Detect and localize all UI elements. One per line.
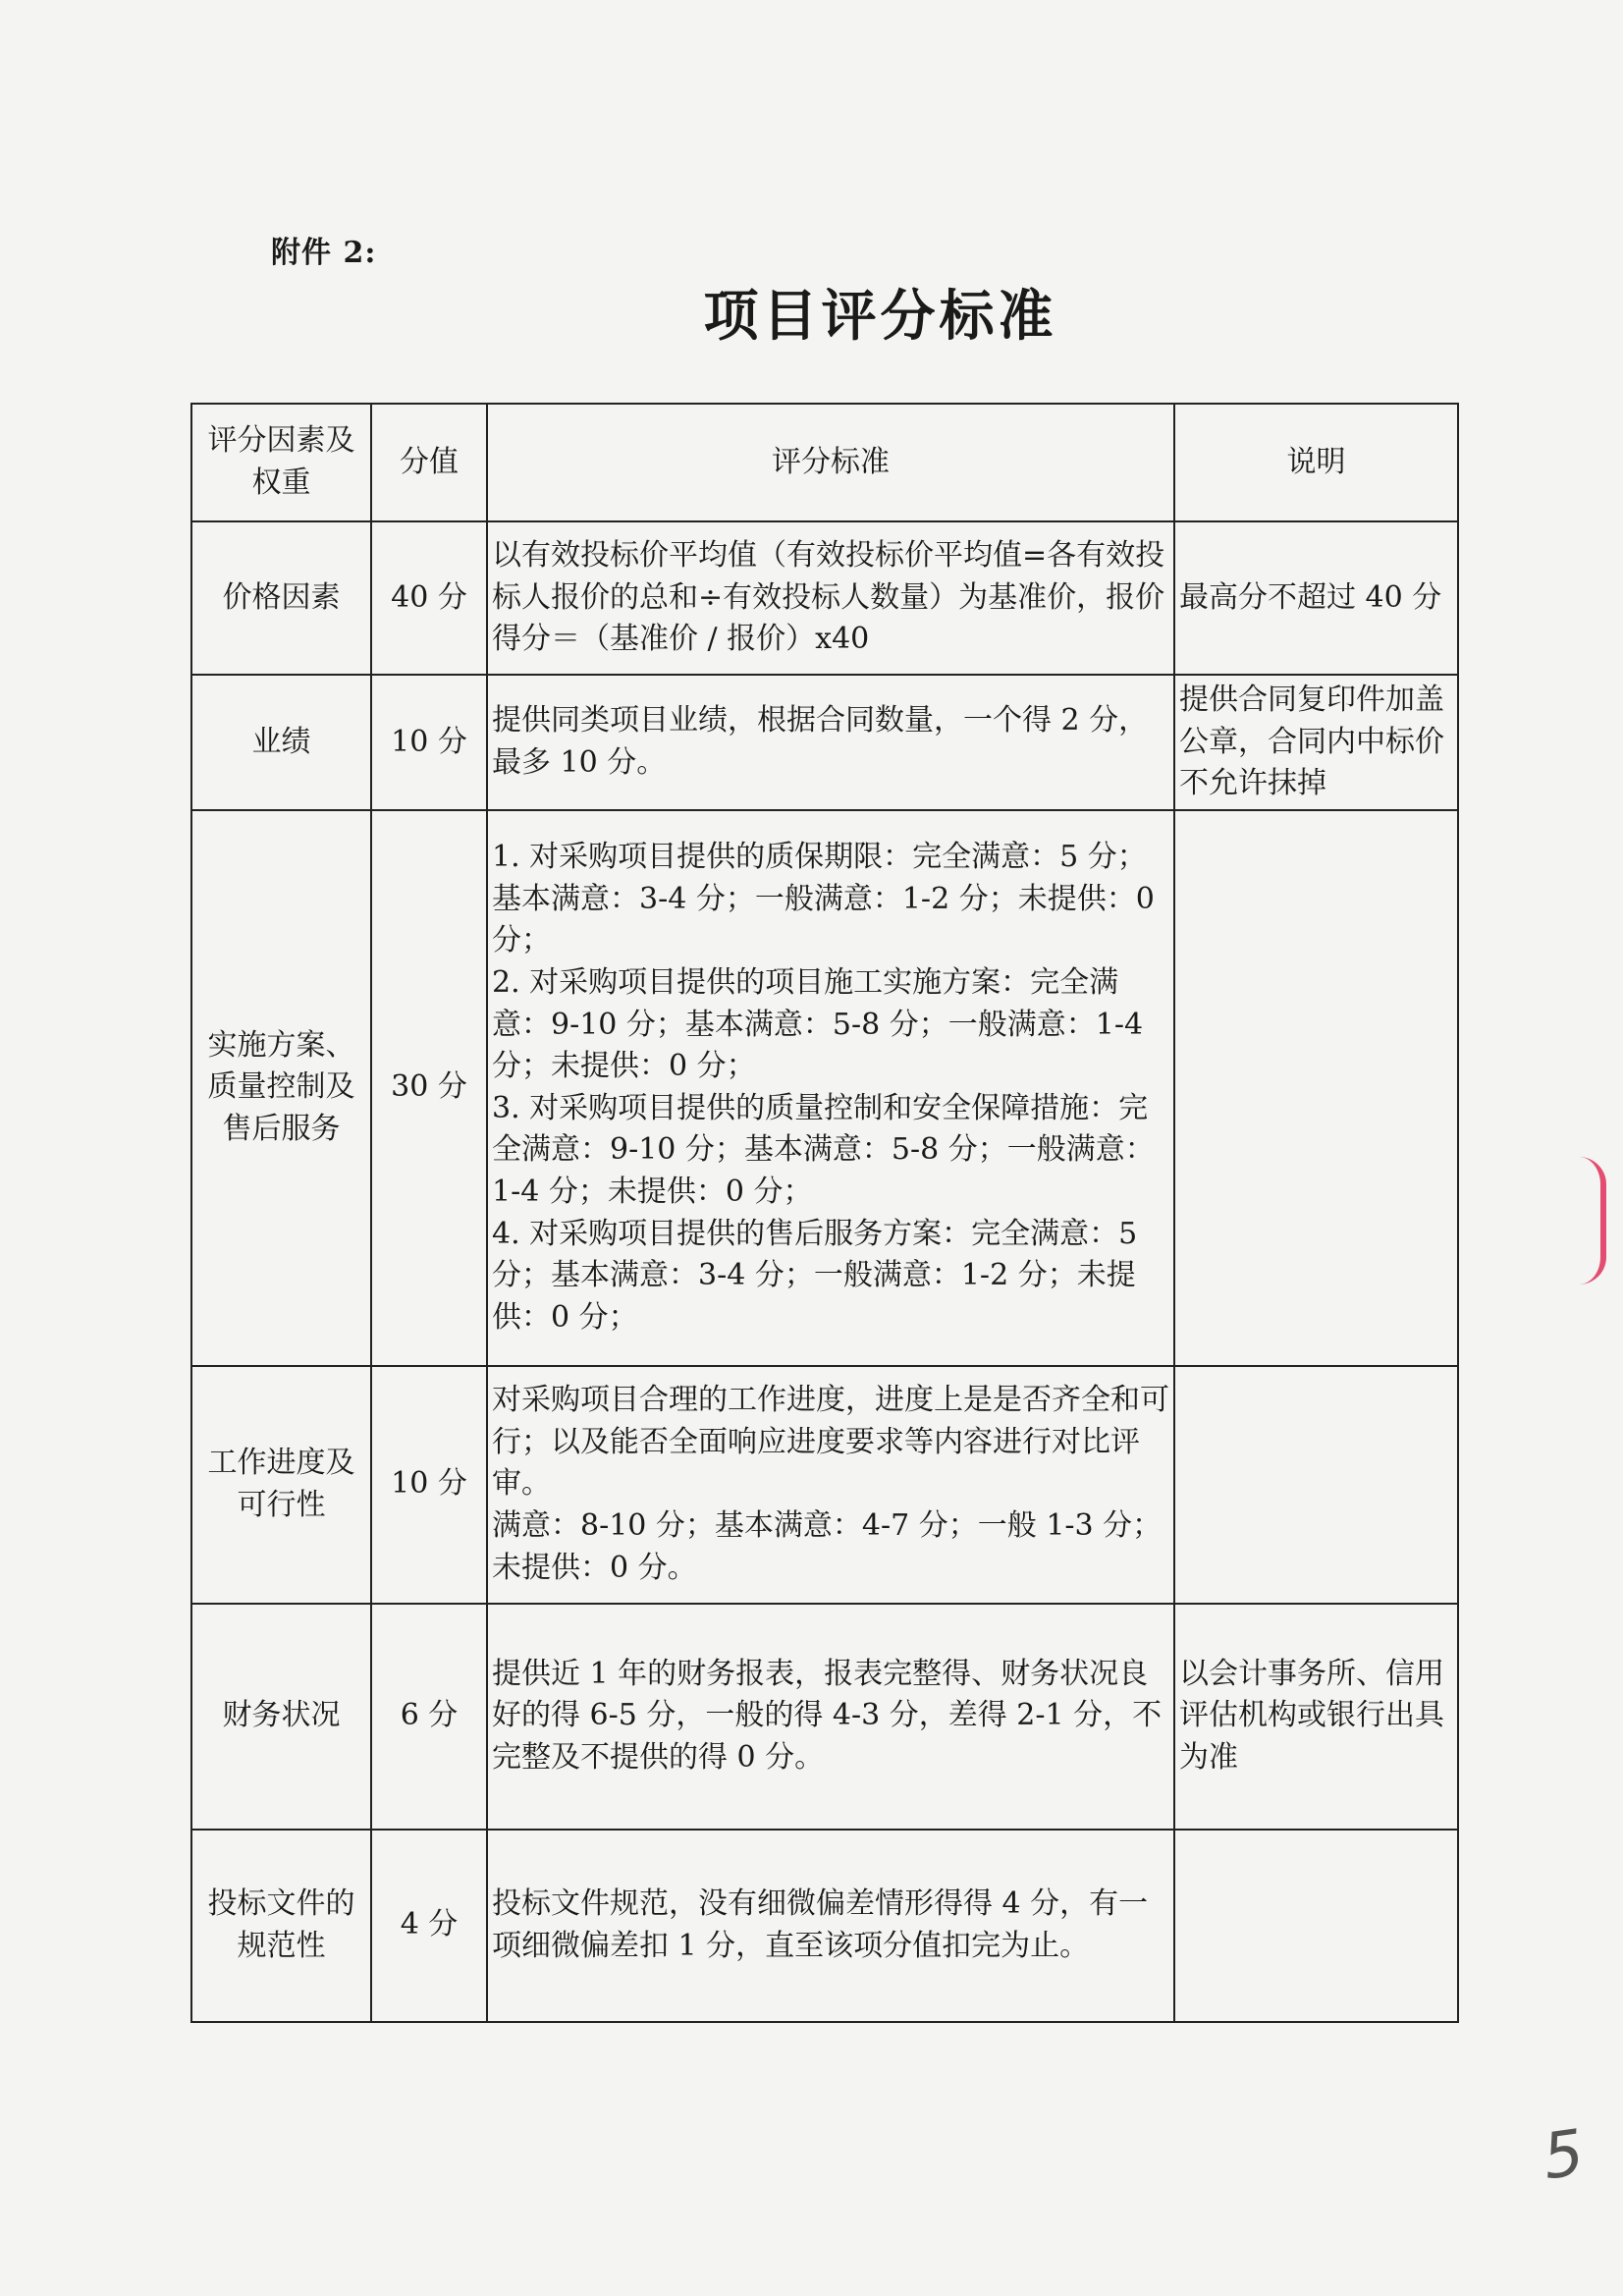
row-criteria xyxy=(487,1366,1174,1604)
table-row xyxy=(191,1830,1458,2022)
row-score: 30 分 xyxy=(371,810,487,1366)
row-factor: 业绩 xyxy=(191,675,371,810)
header-factor: 评分因素及权重 xyxy=(191,404,371,521)
row-factor: 工作进度及可行性 xyxy=(191,1366,371,1604)
criteria-line: 1. 对采购项目提供的质保期限：完全满意：5 分；基本满意：3-4 分；一般满意：1-2 分；未提供：0 分； xyxy=(492,840,1155,958)
row-criteria xyxy=(487,1830,1174,2022)
scoring-table xyxy=(190,403,1459,2023)
criteria-line: 3. 对采购项目提供的质量控制和安全保障措施：完全满意：9-10 分；基本满意：5-8 分；一般满意：1-4 分；未提供：0 分； xyxy=(492,1090,1155,1209)
criteria-line: 提供同类项目业绩，根据合同数量，一个得 2 分，最多 10 分。 xyxy=(492,703,1149,780)
table-row xyxy=(191,1366,1458,1604)
table-header-row xyxy=(191,404,1458,521)
row-factor: 投标文件的规范性 xyxy=(191,1830,371,2022)
criteria-line: 以有效投标价平均值（有效投标价平均值=各有效投标人报价的总和÷有效投标人数量）为基准价，报价得分＝（基准价 / 报价）x40 xyxy=(492,538,1165,657)
criteria-line: 对采购项目合理的工作进度，进度上是是否齐全和可行；以及能否全面响应进度要求等内容进行对比评审。 xyxy=(492,1383,1169,1502)
header-score: 分值 xyxy=(371,404,487,521)
criteria-line: 投标文件规范，没有细微偏差情形得得 4 分，有一项细微偏差扣 1 分，直至该项分值扣完为止。 xyxy=(492,1886,1149,1963)
row-note: 提供合同复印件加盖公章，合同内中标价不允许抹掉 xyxy=(1174,675,1458,810)
criteria-line: 满意：8-10 分；基本满意：4-7 分；一般 1-3 分；未提供：0 分。 xyxy=(492,1508,1163,1585)
attachment-label: 附件 2: xyxy=(271,236,377,270)
table-row xyxy=(191,810,1458,1366)
row-criteria xyxy=(487,1604,1174,1830)
row-note: 以会计事务所、信用评估机构或银行出具为准 xyxy=(1174,1604,1458,1830)
row-factor: 财务状况 xyxy=(191,1604,371,1830)
row-criteria xyxy=(487,521,1174,675)
row-note xyxy=(1174,810,1458,1366)
table-row xyxy=(191,1604,1458,1830)
criteria-line: 提供近 1 年的财务报表，报表完整得、财务状况良好的得 6-5 分，一般的得 4-3 分，差得 2-1 分，不完整及不提供的得 0 分。 xyxy=(492,1656,1163,1776)
row-note xyxy=(1174,1366,1458,1604)
row-score: 6 分 xyxy=(371,1604,487,1830)
row-score: 10 分 xyxy=(371,675,487,810)
table-row xyxy=(191,675,1458,810)
row-factor: 实施方案、质量控制及售后服务 xyxy=(191,810,371,1366)
table-row xyxy=(191,521,1458,675)
row-factor: 价格因素 xyxy=(191,521,371,675)
page-number: 5 xyxy=(1539,2116,1589,2195)
row-criteria xyxy=(487,810,1174,1366)
stamp-edge-mark xyxy=(1579,1157,1606,1285)
criteria-line: 4. 对采购项目提供的售后服务方案：完全满意：5 分；基本满意：3-4 分；一般满意：1-2 分；未提供：0 分； xyxy=(492,1216,1138,1335)
page-title: 项目评分标准 xyxy=(703,284,1057,349)
row-score: 4 分 xyxy=(371,1830,487,2022)
row-score: 10 分 xyxy=(371,1366,487,1604)
criteria-line: 2. 对采购项目提供的项目施工实施方案：完全满意：9-10 分；基本满意：5-8 分；一般满意：1-4 分；未提供：0 分； xyxy=(492,965,1144,1084)
header-note: 说明 xyxy=(1174,404,1458,521)
row-note xyxy=(1174,1830,1458,2022)
header-criteria: 评分标准 xyxy=(487,404,1174,521)
row-criteria xyxy=(487,675,1174,810)
row-score: 40 分 xyxy=(371,521,487,675)
row-note: 最高分不超过 40 分 xyxy=(1174,521,1458,675)
